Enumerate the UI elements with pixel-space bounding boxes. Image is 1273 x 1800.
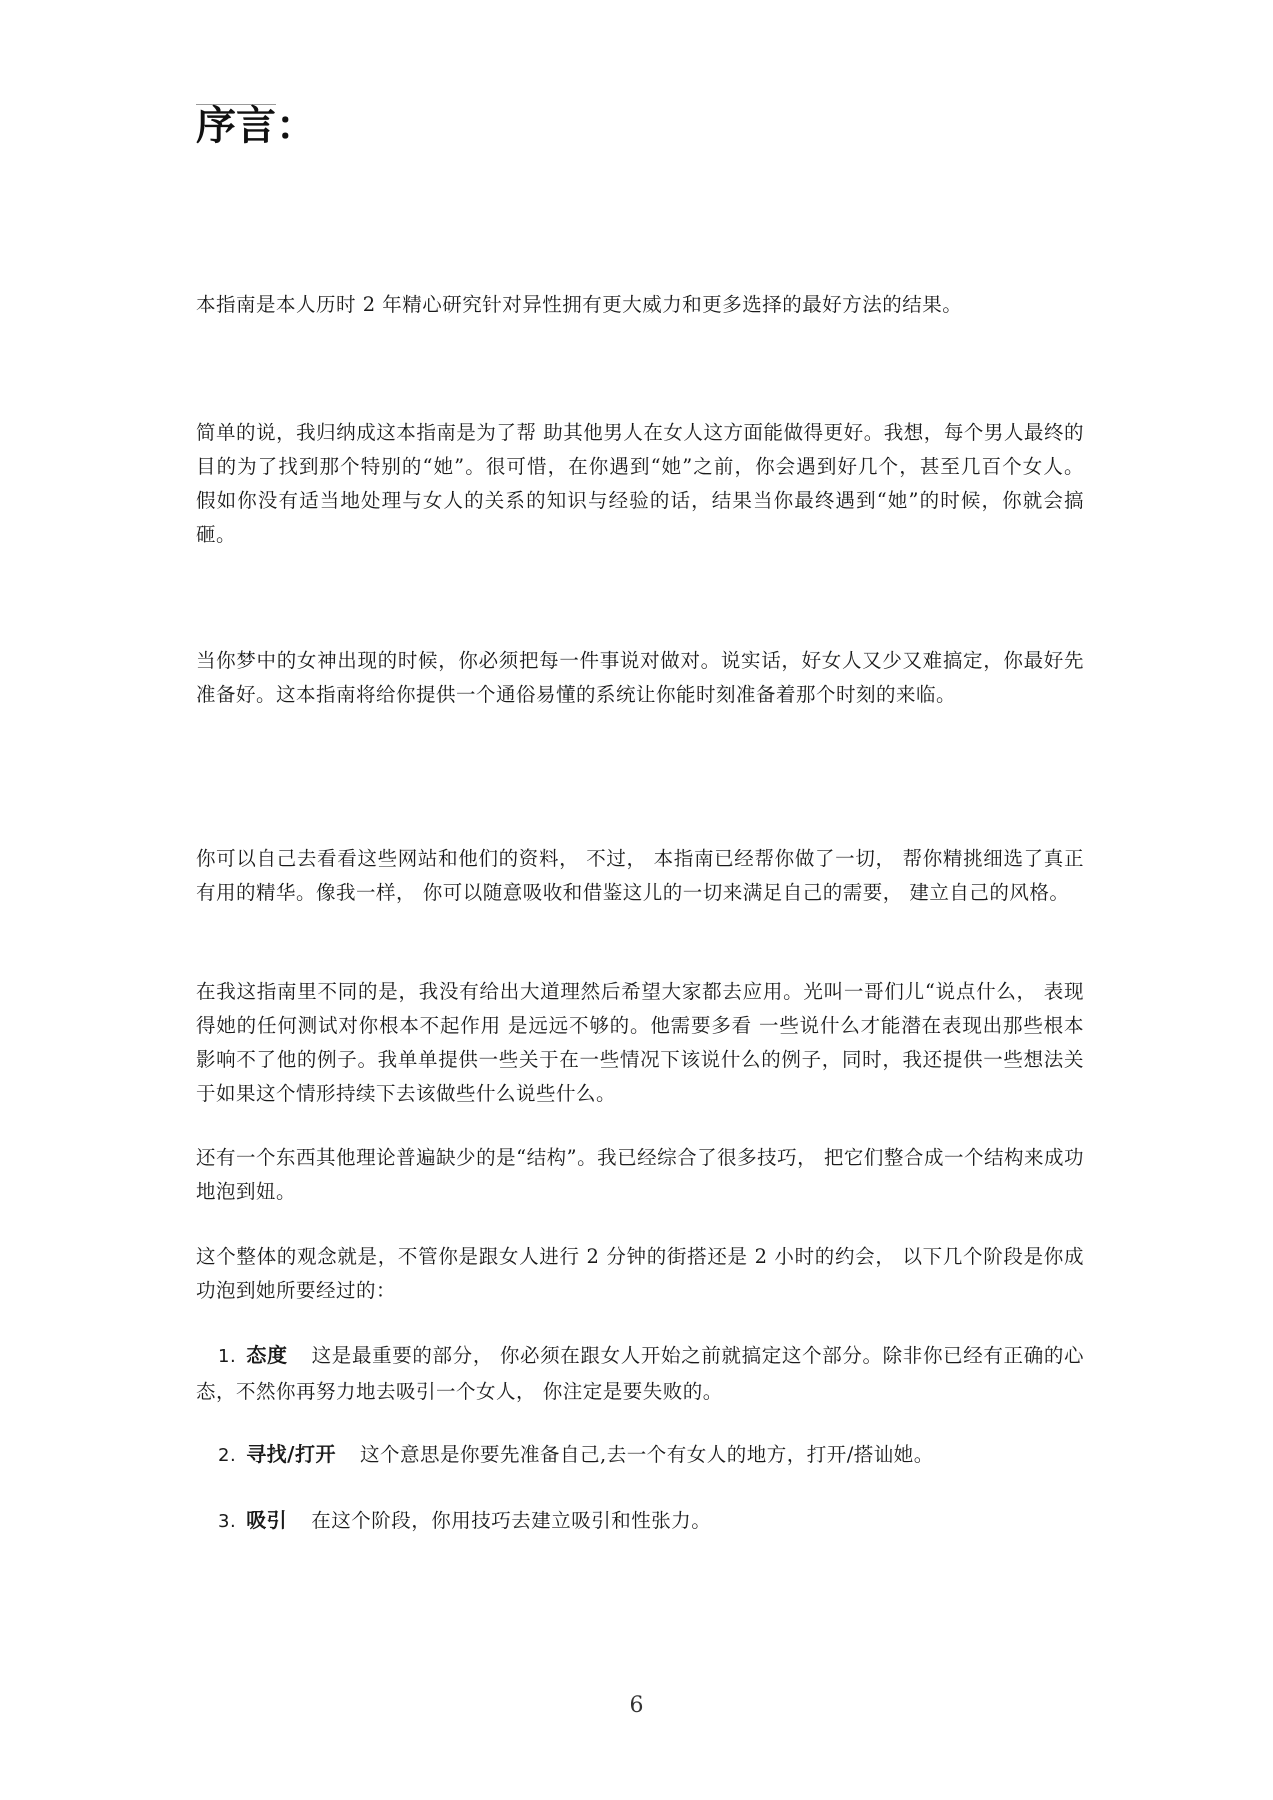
stage-description: 这是最重要的部分， 你必须在跟女人开始之前就搞定这个部分。除非你已经有正确的心态，不然你再努力地去吸引一个女人， 你注定是要失败的。 (196, 1344, 1085, 1403)
difference-paragraph: 在我这指南里不同的是，我没有给出大道理然后希望大家都去应用。光叫一哥们儿“说点什么， 表现得她的任何测试对你根本不起作用 是远远不够的。他需要多看 一些说什么才能潜在表现出那些根本影响不了他的例子。我单单提供一些关于在一些情况下该说什么的例子，同时，我还提供一些想法关于如果这个情形持续下去该做些什么说些什么。 (196, 980, 1084, 1105)
stage-item-attraction (196, 1503, 1084, 1539)
stage-item-attitude (196, 1338, 1084, 1409)
stage-term: 寻找/打开 (246, 1442, 336, 1466)
structure-paragraph: 还有一个东西其他理论普遍缺少的是“结构”。我已经综合了很多技巧， 把它们整合成一个结构来成功地泡到妞。 (196, 1146, 1084, 1203)
intro-paragraph: 本指南是本人历时 2 年精心研究针对异性拥有更大威力和更多选择的最好方法的结果。 (196, 293, 963, 316)
stages-intro-paragraph: 这个整体的观念就是，不管你是跟女人进行 2 分钟的街搭还是 2 小时的约会， 以下几个阶段是你成功泡到她所要经过的： (196, 1245, 1084, 1302)
stage-term: 吸引 (246, 1508, 288, 1532)
purpose-paragraph: 简单的说，我归纳成这本指南是为了帮 助其他男人在女人这方面能做得更好。我想，每个男人最终的目的为了找到那个特别的“她”。很可惜，在你遇到“她”之前，你会遇到好几个，甚至几百个女人。 假如你没有适当地处理与女人的关系的知识与经验的话，结果当你最终遇到“她”的时候，你就会搞砸。 (196, 421, 1084, 546)
page-title: 序言： (196, 103, 316, 149)
page-number: 6 (629, 1693, 644, 1718)
stage-term: 态度 (246, 1343, 288, 1367)
stage-item-find-open (196, 1437, 1084, 1473)
goddess-paragraph: 当你梦中的女神出现的时候，你必须把每一件事说对做对。说实话，好女人又少又难搞定，你最好先准备好。这本指南将给你提供一个通俗易懂的系统让你能时刻准备着那个时刻的来临。 (196, 649, 1084, 706)
stage-description: 在这个阶段，你用技巧去建立吸引和性张力。 (311, 1509, 712, 1532)
websites-paragraph: 你可以自己去看看这些网站和他们的资料， 不过， 本指南已经帮你做了一切， 帮你精挑细选了真正有用的精华。像我一样， 你可以随意吸收和借鉴这儿的一切来满足自己的需要， 建立自己的风格。 (196, 847, 1084, 904)
stage-number: 1. (218, 1346, 237, 1367)
stage-number: 2. (218, 1445, 237, 1466)
stage-number: 3. (218, 1511, 237, 1532)
stage-description: 这个意思是你要先准备自己,去一个有女人的地方，打开/搭讪她。 (360, 1443, 934, 1466)
